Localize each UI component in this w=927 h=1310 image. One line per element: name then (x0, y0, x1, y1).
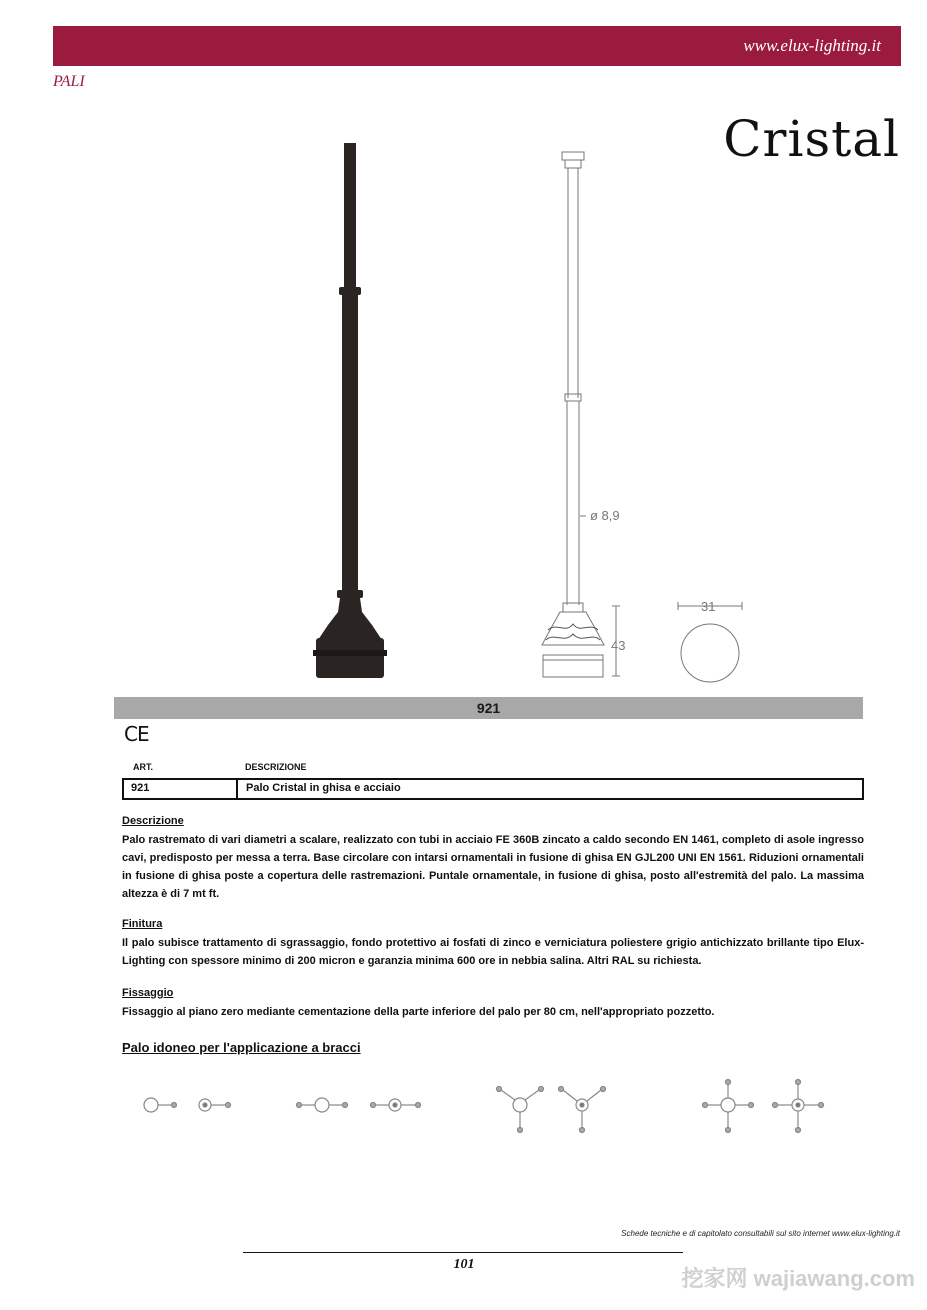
dimension-height: 43 (611, 638, 626, 653)
arm-configurations (0, 1070, 927, 1150)
table-cell-art: 921 (131, 782, 150, 794)
fissaggio-body: Fissaggio al piano zero mediante cementazione della parte inferiore del palo per 80 cm, nell'appropriato pozzetto. (122, 1006, 715, 1018)
site-url[interactable]: www.elux-lighting.it (743, 36, 881, 55)
arms-title: Palo idoneo per l'applicazione a bracci (122, 1040, 361, 1055)
triple-arm-icon (497, 1087, 606, 1133)
table-divider (236, 780, 238, 798)
dimension-base-width: 31 (701, 599, 716, 614)
footer-note: Schede tecniche e di capitolato consultabili sul sito internet www.elux-lighting.it (621, 1229, 900, 1238)
fissaggio-title: Fissaggio (122, 987, 174, 999)
quadruple-arm-icon (703, 1080, 824, 1133)
table-cell-description: Palo Cristal in ghisa e acciaio (246, 782, 401, 794)
product-title: Cristal (723, 110, 900, 168)
finitura-title: Finitura (122, 918, 163, 930)
double-arm-icon (297, 1098, 421, 1112)
table-header-art: ART. (133, 762, 153, 772)
footer-rule (243, 1252, 683, 1253)
table-row (122, 778, 864, 800)
dimension-diameter: ø 8,9 (590, 508, 620, 523)
descrizione-body: Palo rastremato di vari diametri a scalare, realizzato con tubi in acciaio FE 360B zincato a caldo secondo EN 1461, completo di asole ingresso cavi, predisposto per messa a terra. Base circolare con intarsi ornamentali in fusione di ghisa EN GJL200 UNI EN 1561. Riduzioni ornamentali in fusione di ghisa poste a copertura delle rastremazioni. Puntale ornamentale, in fusione di ghisa, posto all'estremità del palo. La massima altezza è di 7 mt ft. (122, 834, 864, 900)
watermark: 挖家网 wajiawang.com (681, 1266, 915, 1291)
finitura-body: Il palo subisce trattamento di sgrassaggio, fondo protettivo ai fosfati di zinco e verniciatura poliestere grigio antichizzato brillante tipo Elux-Lighting con spessore minimo di 200 micron e garanzia minima 600 ore in nebbia salina. Altri RAL su richiesta. (122, 937, 864, 967)
model-band: 921 (114, 697, 863, 719)
single-arm-icon (144, 1098, 231, 1112)
ce-mark-icon: CE (124, 722, 149, 746)
descrizione-title: Descrizione (122, 815, 184, 827)
table-header-description: DESCRIZIONE (245, 762, 307, 772)
pole-photo (313, 143, 387, 678)
page-number: 101 (453, 1257, 475, 1272)
section-label: PALI (53, 73, 85, 90)
